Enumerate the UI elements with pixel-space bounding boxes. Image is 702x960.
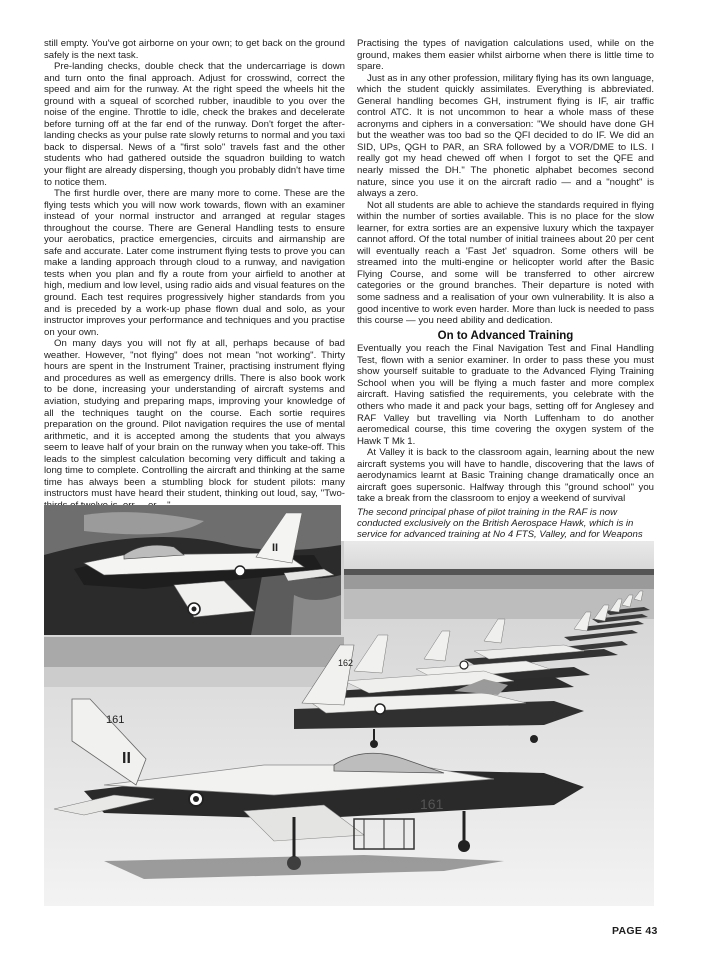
body-paragraph: Not all students are able to achieve the standards required in flying within the number of sorties available. This is no place for the slow learner, for extra sorties are an expensive luxury which the taxpayer cannot afford. Of the total number of initial trainees about 20 per cent will eventually reach a 'Fast Jet' squadron. Some others will be streamed into the multi-engine or helicopter world after the Basic Flying Course, and some will be transferred to other aircrew categories or the ground branches. Their departure is noted with some sadness and a realisation of your own vulnerability. It is also a good incentive to work even harder. More than luck is needed to pass this course — you need ability and dedication.	[357, 199, 654, 327]
hawk-in-flight-illustration	[44, 505, 341, 635]
caption-line: The second principal phase of pilot training in the RAF is now	[357, 506, 618, 518]
body-paragraph: still empty. You've got airborne on your own; to get back on the ground safely is the next task.	[44, 38, 345, 61]
body-paragraph: Pre-landing checks, double check that the undercarriage is down and turn onto the final approach. Adjust for crosswind, correct the speed and aim for the runway. At the right speed the wheels hit the ground with a squeal of scorched rubber, inaudible to you over the noise of the engine. Throttle to idle, check the brakes and decelerate before turning off at the far end of the runway. Don't forget the after-landing checks as your pulse rate slowly returns to normal and you taxi back to dispersal. News of a "first solo" travels fast and the other students who had gathered outside the squadron building to watch your flight are already dispersing, though you probably didn't have time to notice them.	[44, 61, 345, 188]
tail-mark-flight: II	[272, 542, 279, 554]
photo-hawk-in-flight	[44, 505, 341, 635]
body-paragraph: The first hurdle over, there are many more to come. These are the flying tests which you will now work towards, flown with an examiner instead of your normal instructor and arranged at regular stages throughout the course. There are General Handling tests to ensure your aerobatics, practice emergencies, circuits and airmanship are safe and accurate. Later come instrument flying tests to prove you can make a landing approach through cloud to a runway, and navigation tests when you plan and fly a route from your airfield to another at high, medium and low level, using radio aids and visual features on the ground. Each test requires progressively higher standards from you and is preceded by a work-up phase flown dual and solo, as your instructor improves your performance and techniques and you practise on your own.	[44, 188, 345, 338]
body-paragraph: Practising the types of navigation calculations used, while on the ground, makes them easier whilst airborne when there is little time to spare.	[357, 38, 654, 73]
tail-code-162: 162	[338, 658, 354, 668]
page-number: PAGE 43	[612, 925, 658, 937]
caption-line: service for advanced training at No 4 FTS, Valley, and for Weapons	[357, 529, 643, 541]
tail-mark: II	[122, 750, 131, 767]
body-paragraph: At Valley it is back to the classroom again, learning about the new aircraft systems you will have to handle, discovering that the laws of aerodynamics learnt at Basic Training change dramatically once an aircraft goes supersonic. Halfway through this "ground school" you take a break from the classroom to enjoy a weekend of survival	[357, 447, 654, 505]
caption-line: conducted exclusively on the British Aerospace Hawk, which is in	[357, 518, 634, 530]
fuselage-code-161: 161	[420, 796, 444, 812]
body-paragraph: Eventually you reach the Final Navigation Test and Final Handling Test, flown with a senior examiner. In order to pass these you must show yourself suitable to graduate to the Advanced Flying Training School when you will be flying a much faster and more complex aircraft. Having satisfied the requirements, you celebrate with the others who made it and pack your bags, setting off for Anglesey and RAF Valley but travelling via North Luffenham to do another aeromedical course, this time covering the oxygen system of the Hawk T Mk 1.	[357, 343, 654, 447]
body-paragraph: Just as in any other profession, military flying has its own language, which the student quickly assimilates. Everything is abbreviated. General handling becomes GH, instrument flying is IF, air traffic control ATC. It is not uncommon to hear a whole mass of these acronyms and ciphers in a conversation: "We should have done GH but the weather was too bad so the QFI decided to do IF. We did an SID, UPs, QGH to PAR, an SRA followed by a VOR/DME to ILS. I really got my head chewed off when I forgot to set the QFE and nearly missed the DH." The phonetic alphabet becomes second nature, since you use it on the aircraft radio — and a "nought" is always a zero.	[357, 72, 654, 200]
right-text-column	[357, 38, 654, 552]
tail-code-161: 161	[106, 714, 125, 726]
left-text-column	[44, 38, 345, 511]
section-heading: On to Advanced Training	[437, 329, 574, 342]
body-paragraph: On many days you will not fly at all, perhaps because of bad weather. However, "not flying" does not mean "not working". Thirty hours are spent in the Instrument Trainer, practising instrument flying and procedures as well as emergency drills. There is also book work to be done, increasing your understanding of aircraft systems and aviation, studying and preparing maps, improving your knowledge of all the techniques taught on the course. Each sortie requires preparation on the ground. Pilot navigation requires the use of mental arithmetic, and it is accepted among the students that you always seem to leave half of your brain on the runway when you take-off. This leads to the simplest calculation becoming very difficult and taking a long time to complete. Controlling the aircraft and thinking at the same time has always been a stumbling block for student pilots: many instructors must have heard their student, thinking out loud, say, "Two-	[44, 338, 345, 500]
